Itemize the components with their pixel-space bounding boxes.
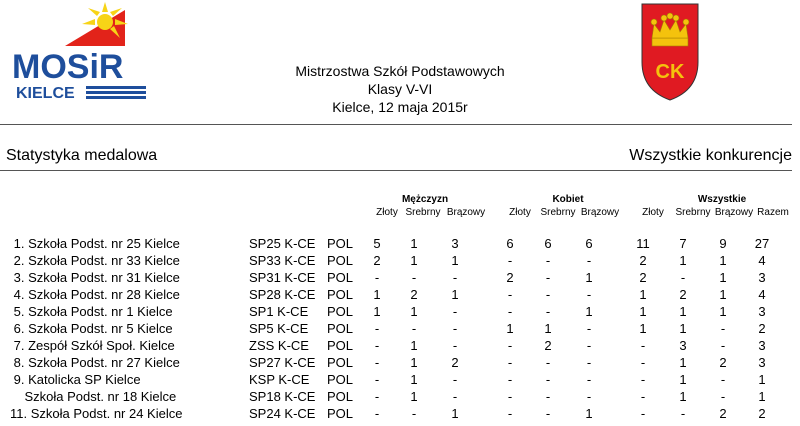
cell-women-bronze: 1 xyxy=(585,304,593,319)
cell-all-gold: 11 xyxy=(636,236,650,251)
cell-men-gold: - xyxy=(374,270,380,285)
cell-women-gold: - xyxy=(507,355,513,370)
cell-all-bronze: 2 xyxy=(719,355,727,370)
cell-women-gold: - xyxy=(507,287,513,302)
cell-women-gold: - xyxy=(507,338,513,353)
cell-men-gold: - xyxy=(374,355,380,370)
country-code: POL xyxy=(327,355,354,370)
school-code: SP33 K-CE xyxy=(249,253,316,268)
cell-women-silver: - xyxy=(545,287,551,302)
cell-all-silver: 1 xyxy=(679,389,687,404)
country-code: POL xyxy=(327,236,354,251)
school-name: 8. Szkoła Podst. nr 27 Kielce xyxy=(10,355,180,370)
cell-women-gold: 6 xyxy=(506,236,514,251)
cell-men-silver: 1 xyxy=(410,338,418,353)
cell-all-bronze: - xyxy=(720,389,726,404)
country-code: POL xyxy=(327,287,354,302)
country-code: POL xyxy=(327,372,354,387)
col-men-silver: Srebrny xyxy=(405,207,441,218)
col-all-total: Razem xyxy=(757,207,789,218)
cell-men-silver: - xyxy=(411,406,417,421)
cell-all-gold: 2 xyxy=(639,253,647,268)
cell-men-silver: 2 xyxy=(410,287,418,302)
cell-men-silver: - xyxy=(411,321,417,336)
cell-women-silver: - xyxy=(545,253,551,268)
cell-men-silver: 1 xyxy=(410,253,418,268)
school-code: SP18 K-CE xyxy=(249,389,316,404)
cell-all-bronze: - xyxy=(720,338,726,353)
cell-men-silver: 1 xyxy=(410,372,418,387)
cell-all-total: 2 xyxy=(758,321,766,336)
cell-men-bronze: - xyxy=(452,304,458,319)
mosir-logo-sub: KIELCE xyxy=(16,85,75,102)
header-divider xyxy=(0,124,792,125)
col-all-bronze: Brązowy xyxy=(714,207,754,218)
cell-women-bronze: - xyxy=(586,389,592,404)
cell-all-silver: - xyxy=(680,270,686,285)
cell-all-total: 4 xyxy=(758,287,766,302)
cell-men-gold: - xyxy=(374,372,380,387)
school-code: SP25 K-CE xyxy=(249,236,316,251)
cell-all-total: 1 xyxy=(758,389,766,404)
cell-all-total: 3 xyxy=(758,338,766,353)
cell-all-gold: 1 xyxy=(639,321,647,336)
school-name: 7. Zespół Szkół Społ. Kielce xyxy=(10,338,175,353)
cell-all-total: 3 xyxy=(758,270,766,285)
cell-men-bronze: - xyxy=(452,270,458,285)
event-class: Klasy V-VI xyxy=(367,81,433,97)
cell-all-bronze: 9 xyxy=(719,236,727,251)
cell-women-silver: - xyxy=(545,372,551,387)
table-row xyxy=(0,270,800,287)
school-name: 3. Szkoła Podst. nr 31 Kielce xyxy=(10,270,180,285)
cell-all-silver: 1 xyxy=(679,253,687,268)
school-name: 4. Szkoła Podst. nr 28 Kielce xyxy=(10,287,180,302)
school-name: 11. Szkoła Podst. nr 24 Kielce xyxy=(10,406,183,421)
cell-men-gold: 1 xyxy=(373,304,381,319)
cell-men-gold: 5 xyxy=(373,236,381,251)
kielce-coat-of-arms xyxy=(640,2,700,102)
cell-women-silver: 6 xyxy=(544,236,552,251)
cell-men-silver: - xyxy=(411,270,417,285)
school-code: KSP K-CE xyxy=(249,372,310,387)
col-men-bronze: Brązowy xyxy=(446,207,486,218)
cell-all-gold: - xyxy=(640,338,646,353)
section-divider xyxy=(0,170,792,171)
cell-all-silver: 7 xyxy=(679,236,687,251)
group-women-header: Kobiet xyxy=(552,194,584,205)
cell-all-bronze: 1 xyxy=(719,287,727,302)
school-name: 2. Szkoła Podst. nr 33 Kielce xyxy=(10,253,180,268)
cell-men-bronze: - xyxy=(452,372,458,387)
cell-men-bronze: 1 xyxy=(451,406,459,421)
section-scope: Wszystkie konkurencje xyxy=(629,147,792,164)
cell-women-silver: - xyxy=(545,355,551,370)
table-row xyxy=(0,321,800,338)
cell-all-gold: - xyxy=(640,389,646,404)
group-all-header: Wszystkie xyxy=(697,194,747,205)
cell-all-gold: 1 xyxy=(639,287,647,302)
cell-women-bronze: - xyxy=(586,338,592,353)
cell-all-silver: 1 xyxy=(679,372,687,387)
cell-men-bronze: - xyxy=(452,338,458,353)
cell-women-gold: - xyxy=(507,372,513,387)
cell-men-bronze: - xyxy=(452,321,458,336)
cell-all-total: 1 xyxy=(758,372,766,387)
school-name: 1. Szkoła Podst. nr 25 Kielce xyxy=(10,236,180,251)
cell-all-bronze: 2 xyxy=(719,406,727,421)
event-title: Mistrzostwa Szkół Podstawowych xyxy=(295,63,505,79)
cell-men-bronze: - xyxy=(452,389,458,404)
cell-women-silver: 1 xyxy=(544,321,552,336)
school-code: SP1 K-CE xyxy=(249,304,309,319)
group-men-header: Mężczyzn xyxy=(401,194,449,205)
country-code: POL xyxy=(327,321,354,336)
table-row xyxy=(0,389,800,406)
cell-women-silver: - xyxy=(545,406,551,421)
cell-all-silver: - xyxy=(680,406,686,421)
school-code: SP31 K-CE xyxy=(249,270,316,285)
cell-women-bronze: - xyxy=(586,321,592,336)
school-code: SP28 K-CE xyxy=(249,287,316,302)
coat-of-arms-letters: CK xyxy=(655,61,685,83)
cell-all-bronze: 1 xyxy=(719,270,727,285)
cell-men-gold: 1 xyxy=(373,287,381,302)
cell-all-silver: 3 xyxy=(679,338,687,353)
school-name: 9. Katolicka SP Kielce xyxy=(10,372,141,387)
cell-all-bronze: - xyxy=(720,372,726,387)
cell-all-silver: 1 xyxy=(679,304,687,319)
cell-all-silver: 1 xyxy=(679,355,687,370)
cell-women-gold: - xyxy=(507,406,513,421)
cell-all-total: 2 xyxy=(758,406,766,421)
cell-men-bronze: 2 xyxy=(451,355,459,370)
col-women-silver: Srebrny xyxy=(540,207,576,218)
cell-men-bronze: 1 xyxy=(451,287,459,302)
country-code: POL xyxy=(327,304,354,319)
cell-all-bronze: - xyxy=(720,321,726,336)
cell-all-total: 27 xyxy=(754,236,770,251)
cell-women-bronze: 6 xyxy=(585,236,593,251)
table-row xyxy=(0,304,800,321)
cell-women-gold: - xyxy=(507,253,513,268)
school-name: Szkoła Podst. nr 18 Kielce xyxy=(10,389,177,404)
section-title: Statystyka medalowa xyxy=(6,147,158,164)
document-header xyxy=(250,62,550,116)
cell-men-bronze: 1 xyxy=(451,253,459,268)
cell-men-silver: 1 xyxy=(410,236,418,251)
cell-men-silver: 1 xyxy=(410,389,418,404)
cell-all-gold: - xyxy=(640,372,646,387)
school-code: ZSS K-CE xyxy=(249,338,309,353)
cell-all-gold: 2 xyxy=(639,270,647,285)
country-code: POL xyxy=(327,253,354,268)
col-all-silver: Srebrny xyxy=(675,207,711,218)
cell-men-silver: 1 xyxy=(410,304,418,319)
cell-all-gold: - xyxy=(640,406,646,421)
table-row xyxy=(0,338,800,355)
cell-women-gold: 1 xyxy=(506,321,514,336)
cell-all-bronze: 1 xyxy=(719,253,727,268)
cell-all-silver: 1 xyxy=(679,321,687,336)
cell-men-silver: 1 xyxy=(410,355,418,370)
country-code: POL xyxy=(327,406,354,421)
col-men-gold: Złoty xyxy=(376,207,398,218)
cell-women-silver: 2 xyxy=(544,338,552,353)
cell-all-gold: 1 xyxy=(639,304,647,319)
cell-men-gold: 2 xyxy=(373,253,381,268)
col-women-gold: Złoty xyxy=(509,207,531,218)
table-row xyxy=(0,253,800,270)
cell-men-gold: - xyxy=(374,338,380,353)
cell-women-bronze: 1 xyxy=(585,270,593,285)
cell-women-bronze: - xyxy=(586,253,592,268)
cell-women-bronze: - xyxy=(586,355,592,370)
cell-women-bronze: - xyxy=(586,372,592,387)
cell-women-gold: 2 xyxy=(506,270,514,285)
cell-men-bronze: 3 xyxy=(451,236,459,251)
table-row xyxy=(0,406,800,423)
cell-women-bronze: - xyxy=(586,287,592,302)
cell-all-total: 4 xyxy=(758,253,766,268)
country-code: POL xyxy=(327,270,354,285)
cell-men-gold: - xyxy=(374,406,380,421)
cell-all-bronze: 1 xyxy=(719,304,727,319)
col-all-gold: Złoty xyxy=(642,207,664,218)
event-date: Kielce, 12 maja 2015r xyxy=(332,99,468,115)
cell-all-total: 3 xyxy=(758,355,766,370)
cell-all-silver: 2 xyxy=(679,287,687,302)
cell-women-silver: - xyxy=(545,304,551,319)
school-name: 6. Szkoła Podst. nr 5 Kielce xyxy=(10,321,173,336)
cell-all-gold: - xyxy=(640,355,646,370)
table-row xyxy=(0,287,800,304)
table-row xyxy=(0,372,800,389)
school-name: 5. Szkoła Podst. nr 1 Kielce xyxy=(10,304,173,319)
school-code: SP24 K-CE xyxy=(249,406,316,421)
cell-women-silver: - xyxy=(545,270,551,285)
cell-men-gold: - xyxy=(374,321,380,336)
cell-women-gold: - xyxy=(507,389,513,404)
mosir-logo xyxy=(10,2,155,106)
cell-women-silver: - xyxy=(545,389,551,404)
school-code: SP27 K-CE xyxy=(249,355,316,370)
country-code: POL xyxy=(327,338,354,353)
cell-women-gold: - xyxy=(507,304,513,319)
school-code: SP5 K-CE xyxy=(249,321,309,336)
col-women-bronze: Brązowy xyxy=(580,207,620,218)
country-code: POL xyxy=(327,389,354,404)
table-row xyxy=(0,355,800,372)
cell-men-gold: - xyxy=(374,389,380,404)
mosir-logo-text: MOSiR xyxy=(12,48,124,86)
cell-women-bronze: 1 xyxy=(585,406,593,421)
table-row xyxy=(0,236,800,253)
cell-all-total: 3 xyxy=(758,304,766,319)
